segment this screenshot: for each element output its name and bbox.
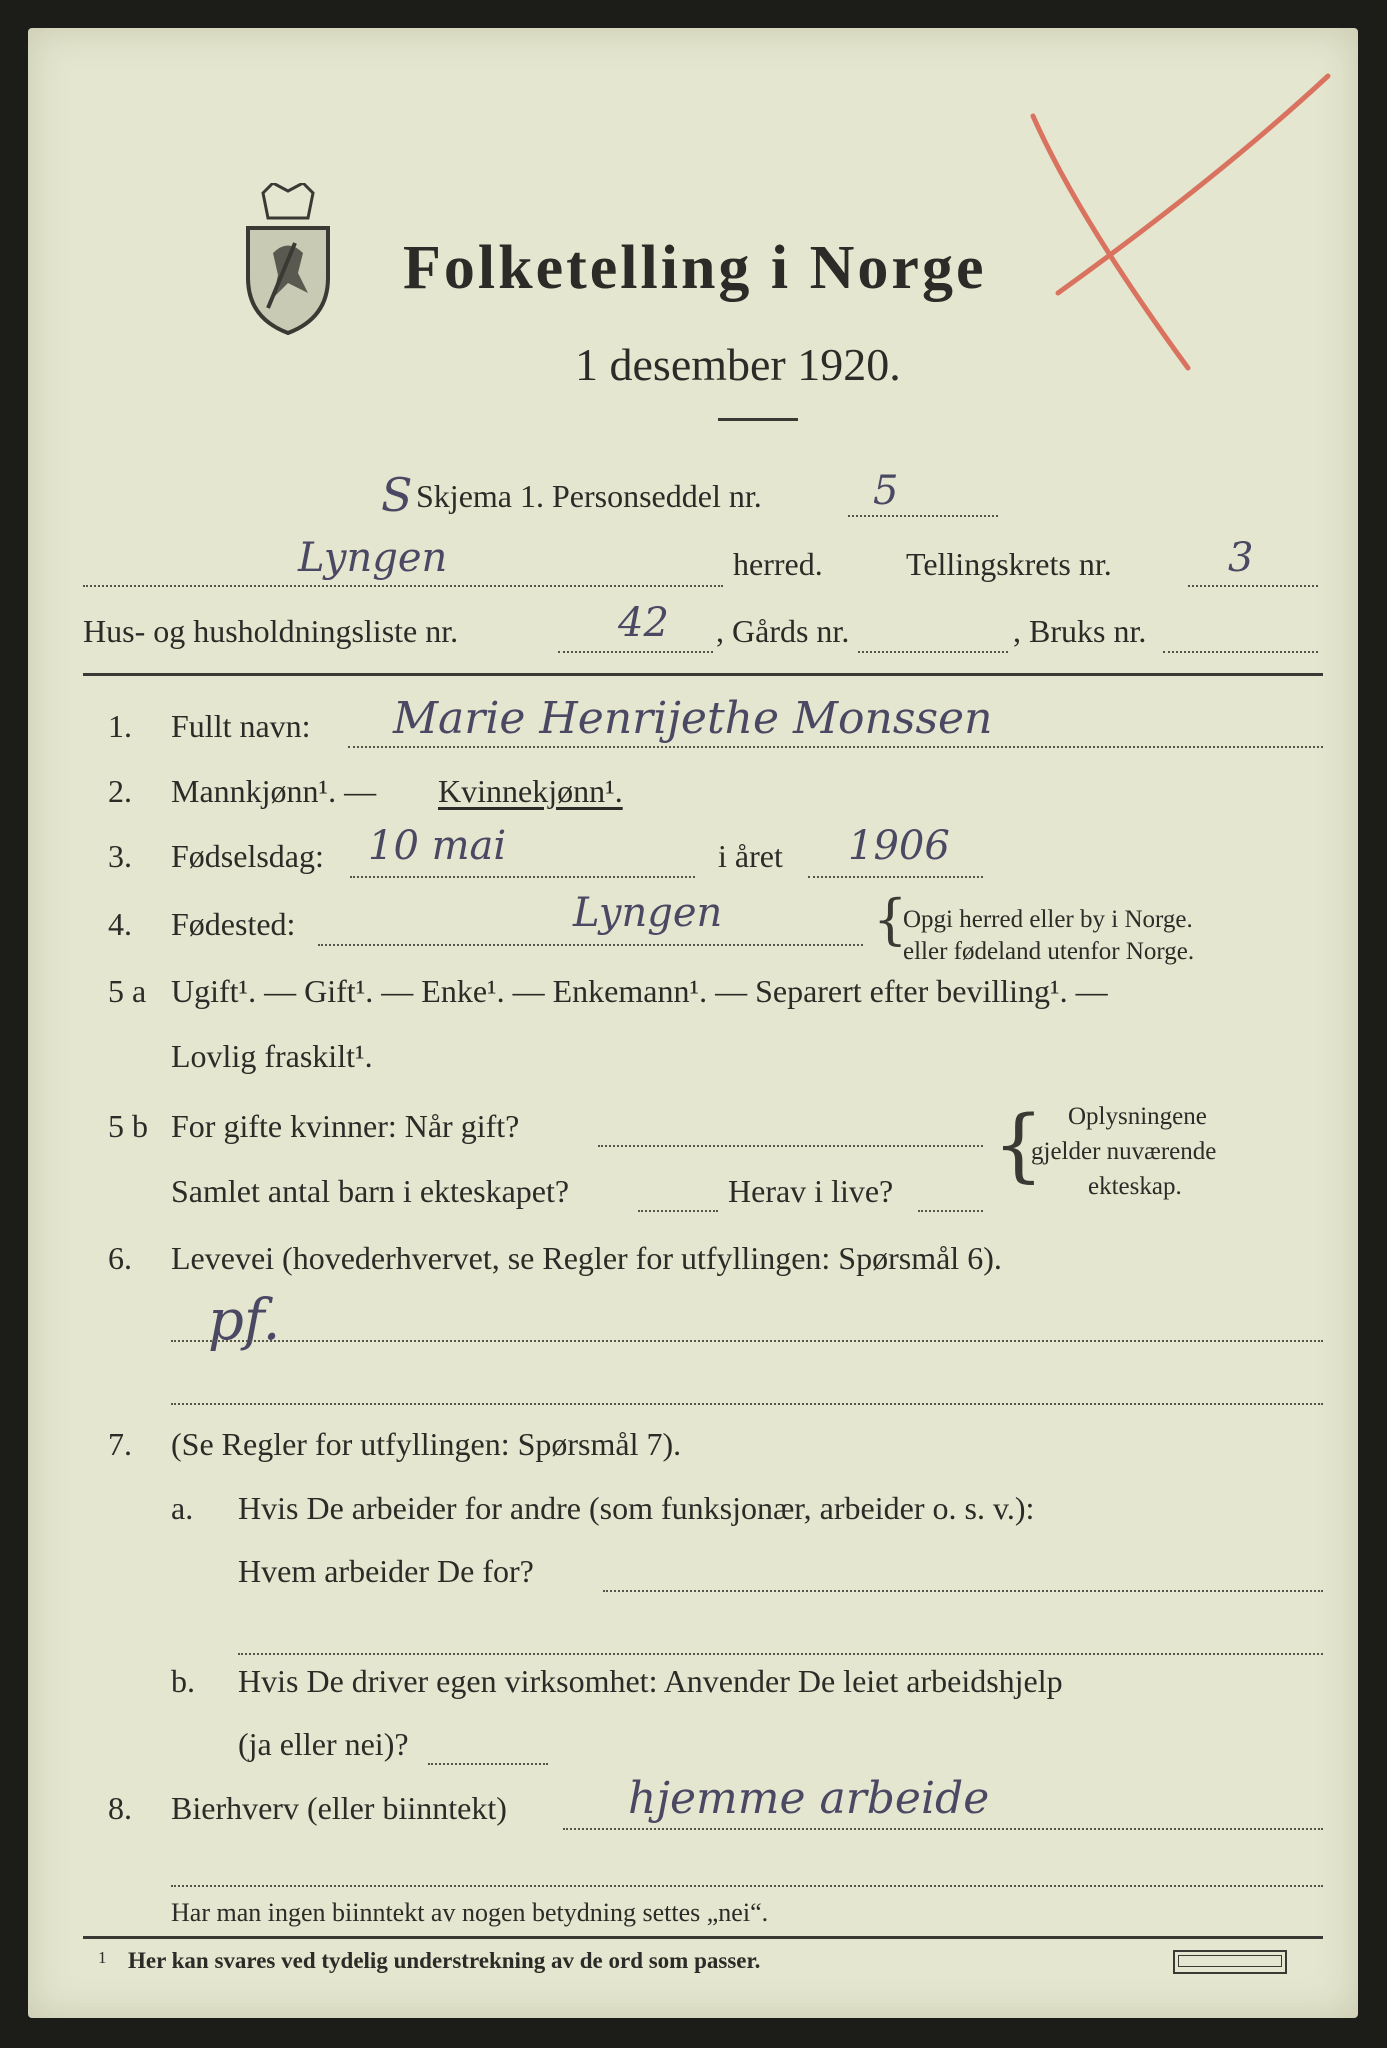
tellingskrets-label: Tellingskrets nr. bbox=[906, 546, 1112, 582]
header-rule bbox=[83, 673, 1323, 676]
hus-nr[interactable]: 42 bbox=[618, 600, 669, 646]
herred-value[interactable]: Lyngen bbox=[298, 535, 448, 581]
q5b-brace: { bbox=[993, 1098, 1044, 1191]
q1-label: Fullt navn: bbox=[171, 708, 311, 744]
q3-day-line bbox=[350, 876, 695, 878]
q4-number: 4. bbox=[108, 906, 132, 942]
schema-flourish: S bbox=[381, 468, 413, 522]
q4-brace: { bbox=[873, 888, 908, 951]
q5b-note-1: Oplysningene bbox=[1068, 1103, 1207, 1130]
q7a-line-2: Hvem arbeider De for? bbox=[238, 1553, 534, 1589]
title-divider bbox=[718, 418, 798, 421]
q5a-options-cont[interactable]: Lovlig fraskilt¹. bbox=[171, 1038, 373, 1074]
q4-label: Fødested: bbox=[171, 906, 296, 942]
q7b-answer-line bbox=[428, 1763, 548, 1765]
q3-year-line bbox=[808, 876, 983, 878]
hus-line bbox=[558, 651, 713, 653]
q5b-alive-label: Herav i live? bbox=[728, 1173, 894, 1209]
census-form bbox=[28, 28, 1358, 2018]
personseddel-nr[interactable]: 5 bbox=[873, 468, 899, 514]
q7b-letter: b. bbox=[171, 1663, 195, 1699]
footnote-mark: 1 bbox=[98, 1948, 107, 1967]
q8-line-2 bbox=[171, 1885, 1323, 1887]
q2-number: 2. bbox=[108, 773, 132, 809]
q7a-letter: a. bbox=[171, 1490, 194, 1526]
q3-label: Fødselsdag: bbox=[171, 838, 324, 874]
q6-label: Levevei (hovederhvervet, se Regler for utfyllingen: Spørsmål 6). bbox=[171, 1240, 1002, 1276]
q4-line bbox=[318, 944, 863, 946]
q5b-note-2: gjelder nuværende bbox=[1031, 1138, 1217, 1165]
herred-label: herred. bbox=[733, 546, 823, 582]
q6-line-2 bbox=[171, 1403, 1323, 1405]
q5b-children-line bbox=[638, 1210, 718, 1212]
footer-rule bbox=[83, 1936, 1323, 1939]
form-title: Folketelling i Norge bbox=[403, 234, 987, 302]
q5b-alive-line bbox=[918, 1210, 983, 1212]
norwegian-coat-of-arms-icon bbox=[233, 183, 343, 338]
hus-label: Hus- og husholdningsliste nr. bbox=[83, 613, 459, 649]
gards-label: , Gårds nr. bbox=[716, 613, 850, 649]
q7b-line-2: (ja eller nei)? bbox=[238, 1726, 409, 1762]
q7-number: 7. bbox=[108, 1426, 132, 1462]
personseddel-line bbox=[848, 515, 998, 517]
printer-stamp bbox=[1173, 1950, 1287, 1974]
q5b-children-label: Samlet antal barn i ekteskapet? bbox=[171, 1173, 570, 1209]
q7b-line-1: Hvis De driver egen virksomhet: Anvender De leiet arbeidshjelp bbox=[238, 1663, 1063, 1699]
q6-line-1 bbox=[171, 1340, 1323, 1342]
q2-male-option[interactable]: Mannkjønn¹. — bbox=[171, 773, 377, 809]
q1-number: 1. bbox=[108, 708, 132, 744]
tellingskrets-nr[interactable]: 3 bbox=[1228, 535, 1254, 581]
q1-full-name[interactable]: Marie Henrijethe Monssen bbox=[393, 693, 993, 744]
q2-female-option[interactable]: Kvinnekjønn¹. bbox=[438, 773, 623, 809]
gards-line bbox=[858, 651, 1008, 653]
q5a-number: 5 a bbox=[108, 973, 147, 1009]
bruks-label: , Bruks nr. bbox=[1013, 613, 1147, 649]
note-nei: Har man ingen biinntekt av nogen betydning settes „nei“. bbox=[171, 1898, 769, 1927]
herred-line bbox=[83, 585, 723, 587]
q1-line bbox=[348, 746, 1323, 748]
q5b-note-3: ekteskap. bbox=[1088, 1173, 1182, 1200]
q8-label: Bierhverv (eller biinntekt) bbox=[171, 1790, 507, 1826]
red-cross-mark-icon bbox=[998, 58, 1338, 418]
q4-birthplace[interactable]: Lyngen bbox=[573, 890, 723, 936]
form-date: 1 desember 1920. bbox=[575, 339, 901, 390]
q8-secondary-income[interactable]: hjemme arbeide bbox=[628, 1773, 990, 1824]
q8-line bbox=[563, 1828, 1323, 1830]
schema-label: Skjema 1. Personseddel nr. bbox=[416, 478, 762, 514]
q4-note-1: Opgi herred eller by i Norge. bbox=[903, 906, 1193, 933]
q7a-answer-line-2 bbox=[238, 1653, 1323, 1655]
q5b-married-line bbox=[598, 1145, 983, 1147]
bruks-line bbox=[1163, 651, 1318, 653]
q7-label: (Se Regler for utfyllingen: Spørsmål 7). bbox=[171, 1426, 682, 1462]
q5b-number: 5 b bbox=[108, 1108, 148, 1144]
q5b-married-label: For gifte kvinner: Når gift? bbox=[171, 1108, 520, 1144]
q5a-options[interactable]: Ugift¹. — Gift¹. — Enke¹. — Enkemann¹. — Separert efter bevilling¹. — bbox=[171, 973, 1108, 1009]
q3-birth-year[interactable]: 1906 bbox=[848, 823, 950, 869]
q4-note-2: eller fødeland utenfor Norge. bbox=[903, 938, 1195, 965]
q3-number: 3. bbox=[108, 838, 132, 874]
q6-occupation[interactable]: pf. bbox=[208, 1288, 281, 1353]
q7a-answer-line bbox=[603, 1590, 1323, 1592]
footnote-text: Her kan svares ved tydelig understrekning av de ord som passer. bbox=[128, 1948, 761, 1973]
q3-birth-date[interactable]: 10 mai bbox=[368, 823, 507, 869]
q7a-line-1: Hvis De arbeider for andre (som funksjonær, arbeider o. s. v.): bbox=[238, 1490, 1035, 1526]
q8-number: 8. bbox=[108, 1790, 132, 1826]
tellingskrets-line bbox=[1188, 585, 1318, 587]
q3-year-label: i året bbox=[718, 838, 783, 874]
q6-number: 6. bbox=[108, 1240, 132, 1276]
